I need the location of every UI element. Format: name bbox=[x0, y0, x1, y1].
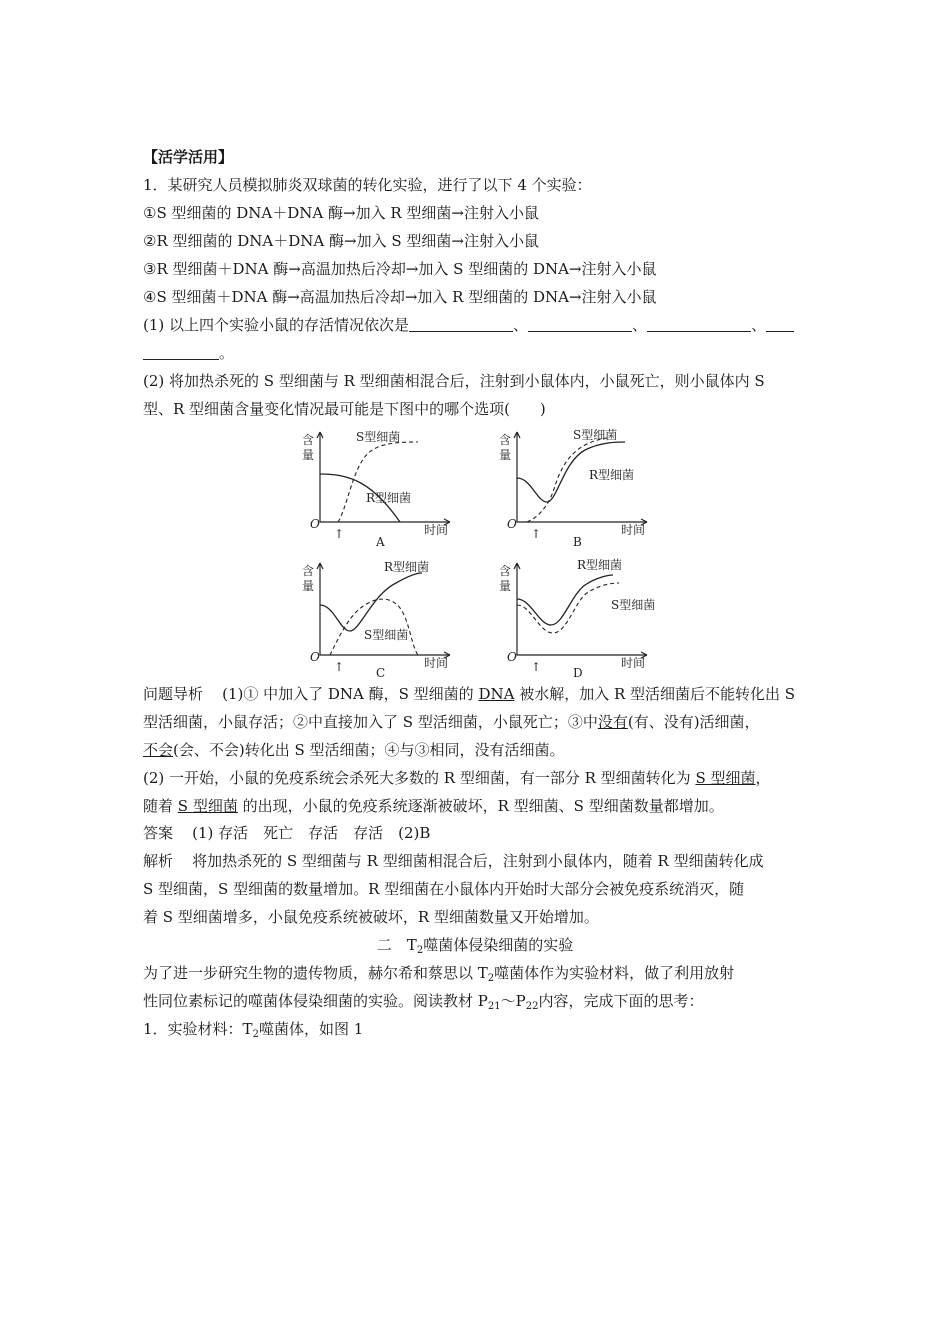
separator: 、 bbox=[632, 316, 648, 334]
para-text: 为了进一步研究生物的遗传物质，赫尔希和蔡思以 T bbox=[143, 964, 488, 982]
injection-arrow: ↑ bbox=[334, 660, 345, 674]
injection-arrow: ↑ bbox=[531, 527, 542, 541]
period: 。 bbox=[219, 344, 235, 362]
injection-arrow: ↑ bbox=[531, 660, 542, 674]
sub-question-1-cont bbox=[143, 343, 234, 363]
graph-b bbox=[497, 422, 657, 548]
answer-blank-1[interactable] bbox=[409, 317, 513, 332]
guide-text: 型活细菌，小鼠存活；②中直接加入了 S 型活细菌，小鼠死亡；③中 bbox=[143, 713, 598, 731]
axes bbox=[320, 432, 450, 522]
subscript: 2 bbox=[487, 973, 495, 984]
analysis-title: 解析 bbox=[143, 852, 174, 870]
s-type-label: S型细菌 bbox=[611, 598, 656, 612]
para-text: 噬菌体，如图 1 bbox=[258, 1020, 364, 1038]
y-axis-label-top: 含 bbox=[302, 564, 315, 578]
section-2-para-1 bbox=[143, 963, 734, 989]
title-text: 二 T bbox=[376, 936, 417, 954]
guide-text: ， bbox=[755, 769, 771, 787]
graph-c bbox=[300, 555, 460, 681]
y-axis-label-top: 含 bbox=[302, 433, 315, 447]
answer-blank-2[interactable] bbox=[528, 317, 632, 332]
guide-line-2 bbox=[143, 712, 760, 732]
graph-d bbox=[497, 555, 657, 681]
origin-label: O bbox=[507, 517, 517, 531]
guide-underline-s-type-2: S 型细菌 bbox=[177, 797, 238, 815]
origin-label: O bbox=[507, 650, 517, 664]
injection-arrow: ↑ bbox=[334, 527, 345, 541]
para-text: 1．实验材料：T bbox=[143, 1020, 253, 1038]
analysis-line-2: S 型细菌，S 型细菌的数量增加。R 型细菌在小鼠体内开始时大部分会被免疫系统消灭，随 bbox=[143, 880, 745, 898]
guide-underline-s-type: S 型细菌 bbox=[695, 769, 756, 787]
r-type-curve bbox=[320, 573, 422, 631]
para-text: 噬菌体作为实验材料，做了利用放射 bbox=[494, 964, 735, 982]
guide-underline-meiyou: 没有 bbox=[597, 713, 628, 731]
subscript: 21 bbox=[487, 1001, 501, 1012]
y-axis-label-bottom: 量 bbox=[499, 579, 512, 593]
para-text: 性同位素标记的噬菌体侵染细菌的实验。阅读教材 P bbox=[143, 992, 488, 1010]
analysis-line-1 bbox=[143, 851, 764, 871]
caption-d: D bbox=[573, 666, 583, 680]
answer-blank-3[interactable] bbox=[647, 317, 751, 332]
guide-line-3 bbox=[143, 740, 565, 760]
subscript: 22 bbox=[525, 1001, 539, 1012]
y-axis-label-top: 含 bbox=[499, 564, 512, 578]
axis-arrows bbox=[317, 432, 450, 525]
guide-text: 被水解，加入 R 型活细菌后不能转化出 S bbox=[514, 685, 796, 703]
s-type-label: S型细菌 bbox=[364, 628, 409, 642]
r-type-label: R型细菌 bbox=[577, 558, 623, 572]
separator: 、 bbox=[751, 316, 767, 334]
guide-line-1 bbox=[143, 684, 795, 704]
x-axis-label: 时间 bbox=[621, 656, 646, 670]
subscript: 2 bbox=[252, 1029, 259, 1040]
s-type-label: S型细菌 bbox=[356, 430, 401, 444]
section-heading: 【活学活用】 bbox=[143, 148, 234, 166]
axis-arrows bbox=[317, 563, 450, 658]
origin-label: O bbox=[310, 517, 320, 531]
guide-text: (2) 一开始，小鼠的免疫系统会杀死大多数的 R 型细菌，有一部分 R 型细菌转化为 bbox=[143, 769, 696, 787]
experiment-1: ①S 型细菌的 DNA＋DNA 酶→加入 R 型细菌→注射入小鼠 bbox=[143, 204, 539, 222]
guide-underline-buhui: 不会 bbox=[143, 741, 174, 759]
y-axis-label-bottom: 量 bbox=[499, 448, 512, 462]
r-type-label: R型细菌 bbox=[384, 560, 430, 574]
guide-text: (有、没有)活细菌， bbox=[627, 713, 760, 731]
section-2-title bbox=[0, 935, 950, 961]
s-type-curve bbox=[338, 442, 418, 522]
para-text: ～P bbox=[500, 992, 526, 1010]
x-axis-label: 时间 bbox=[424, 656, 449, 670]
s-type-label: S型细菌 bbox=[573, 428, 618, 442]
answer-title: 答案 bbox=[143, 824, 174, 842]
sub-question-2-line2: 型、R 型细菌含量变化情况最可能是下图中的哪个选项( ) bbox=[143, 400, 546, 418]
para-text: 内容，完成下面的思考： bbox=[538, 992, 704, 1010]
answer-text: (1) 存活 死亡 存活 存活 (2)B bbox=[192, 824, 431, 842]
r-type-label: R型细菌 bbox=[366, 491, 412, 505]
r-type-label: R型细菌 bbox=[589, 468, 635, 482]
y-axis-label-bottom: 量 bbox=[302, 448, 315, 462]
r-type-curve bbox=[517, 575, 613, 625]
guide-title: 问题导析 bbox=[143, 685, 204, 703]
y-axis-label-top: 含 bbox=[499, 433, 512, 447]
section-2-para-3 bbox=[143, 1019, 363, 1045]
sub-question-1-text: (1) 以上四个实验小鼠的存活情况依次是 bbox=[143, 316, 410, 334]
guide-text: 的出现，小鼠的免疫系统逐渐被破坏，R 型细菌、S 型细菌数量都增加。 bbox=[237, 797, 724, 815]
answer-line bbox=[143, 823, 430, 843]
experiment-2: ②R 型细菌的 DNA＋DNA 酶→加入 S 型细菌→注射入小鼠 bbox=[143, 232, 539, 250]
analysis-line-3: 着 S 型细菌增多，小鼠免疫系统被破坏，R 型细菌数量又开始增加。 bbox=[143, 908, 599, 926]
answer-blank-4a[interactable] bbox=[766, 317, 794, 332]
subscript: 2 bbox=[416, 945, 424, 956]
separator: 、 bbox=[513, 316, 529, 334]
guide-text: (会、不会)转化出 S 型活细菌；④与③相同，没有活细菌。 bbox=[173, 741, 565, 759]
analysis-text: 将加热杀死的 S 型细菌与 R 型细菌相混合后，注射到小鼠体内，随着 R 型细菌转化成 bbox=[192, 852, 764, 870]
guide-line-4 bbox=[143, 768, 771, 788]
y-axis-label-bottom: 量 bbox=[302, 579, 315, 593]
guide-text: 随着 bbox=[143, 797, 178, 815]
sub-question-2-line1: (2) 将加热杀死的 S 型细菌与 R 型细菌相混合后，注射到小鼠体内，小鼠死亡，则小鼠体内 S bbox=[143, 372, 765, 390]
x-axis-label: 时间 bbox=[621, 523, 646, 537]
guide-underline-dna: DNA bbox=[478, 685, 515, 703]
title-text: 噬菌体侵染细菌的实验 bbox=[423, 936, 574, 954]
experiment-4: ④S 型细菌＋DNA 酶→高温加热后冷却→加入 R 型细菌的 DNA→注射入小鼠 bbox=[143, 288, 657, 306]
section-2-para-2 bbox=[143, 991, 703, 1017]
question-1-stem: 1．某研究人员模拟肺炎双球菌的转化实验，进行了以下 4 个实验： bbox=[143, 176, 592, 194]
origin-label: O bbox=[310, 650, 320, 664]
guide-text: (1)① 中加入了 DNA 酶，S 型细菌的 bbox=[222, 685, 479, 703]
caption-b: B bbox=[573, 535, 582, 548]
guide-line-5 bbox=[143, 796, 724, 816]
experiment-3: ③R 型细菌＋DNA 酶→高温加热后冷却→加入 S 型细菌的 DNA→注射入小鼠 bbox=[143, 260, 657, 278]
graph-a bbox=[300, 422, 460, 548]
sub-question-1 bbox=[143, 315, 794, 335]
x-axis-label: 时间 bbox=[424, 523, 449, 537]
answer-blank-4b[interactable] bbox=[143, 345, 219, 360]
caption-c: C bbox=[376, 666, 386, 680]
caption-a: A bbox=[376, 535, 385, 548]
